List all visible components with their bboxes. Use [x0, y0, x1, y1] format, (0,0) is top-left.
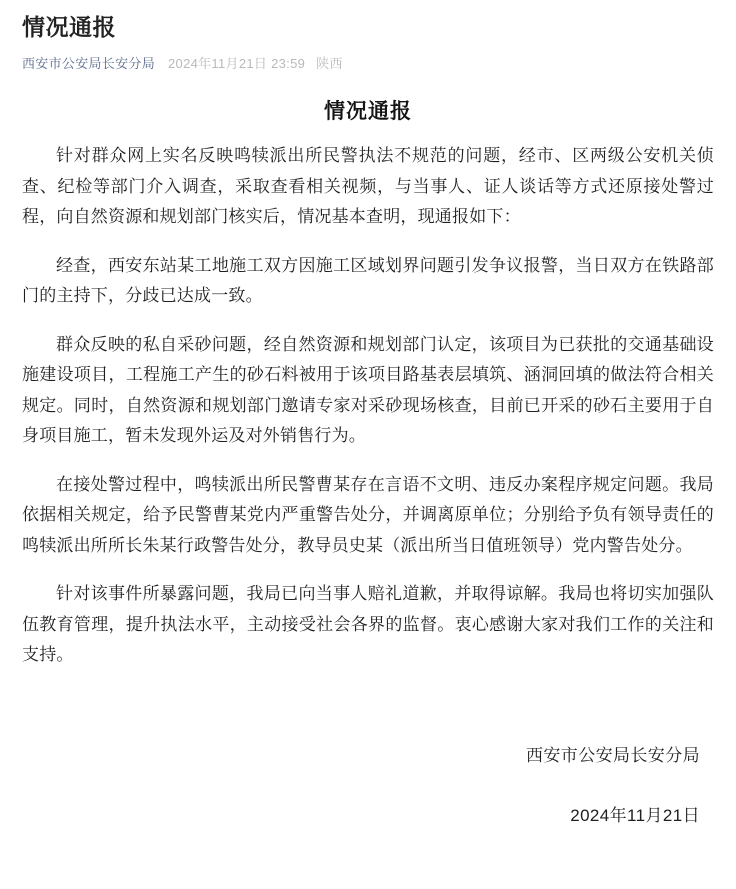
article-paragraph: 针对群众网上实名反映鸣犊派出所民警执法不规范的问题，经市、区两级公安机关侦查、纪检等部门介入调查，采取查看相关视频，与当事人、证人谈话等方式还原接处警过程，向自然资源和规划部门核实后，情况基本查明，现通报如下： [22, 146, 714, 226]
meta-timestamp: 2024年11月21日 23:59 [168, 56, 306, 71]
signature-date: 2024年11月21日 [570, 805, 700, 825]
article-paragraph: 经查，西安东站某工地施工双方因施工区域划界问题引发争议报警，当日双方在铁路部门的主持下，分歧已达成一致。 [22, 255, 714, 305]
document-title: 情况通报 [324, 100, 412, 123]
article-paragraphs [22, 141, 714, 671]
meta-source-link[interactable]: 西安市公安局长安分局 [22, 56, 156, 71]
meta-region: 陕西 [316, 56, 343, 71]
page-title: 情况通报 [22, 14, 116, 40]
article-body [0, 97, 736, 671]
signature-organization: 西安市公安局长安分局 [526, 745, 700, 765]
article-meta [22, 55, 714, 73]
article-paragraph: 群众反映的私自采砂问题，经自然资源和规划部门认定，该项目为已获批的交通基础设施建设项目，工程施工产生的砂石料被用于该项目路基表层填筑、涵洞回填的做法符合相关规定。同时，自然资源和规划部门邀请专家对采砂现场核查，目前已开采的砂石主要用于自身项目施工，暂未发现外运及对外销售行为。 [22, 334, 714, 445]
signature-block [0, 741, 736, 831]
article-paragraph: 针对该事件所暴露问题，我局已向当事人赔礼道歉，并取得谅解。我局也将切实加强队伍教育管理，提升执法水平，主动接受社会各界的监督。衷心感谢大家对我们工作的关注和支持。 [22, 584, 714, 664]
page-header [0, 0, 736, 73]
article-paragraph: 在接处警过程中，鸣犊派出所民警曹某存在言语不文明、违反办案程序规定问题。我局依据相关规定，给予民警曹某党内严重警告处分，并调离原单位；分别给予负有领导责任的鸣犊派出所所长朱某行政警告处分，教导员史某（派出所当日值班领导）党内警告处分。 [22, 474, 714, 555]
